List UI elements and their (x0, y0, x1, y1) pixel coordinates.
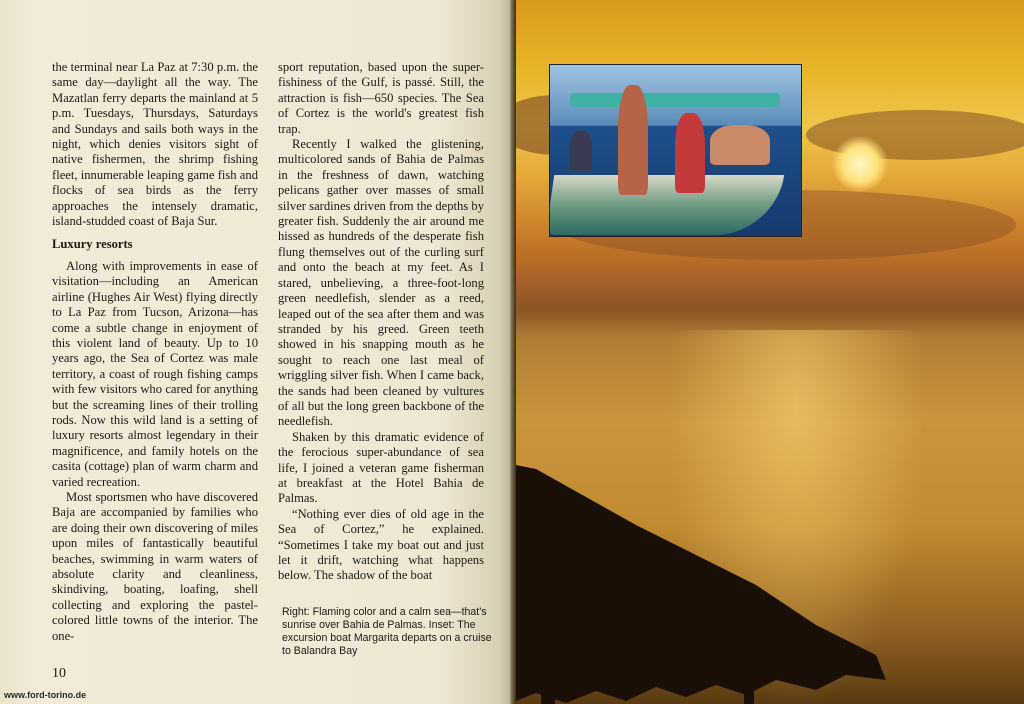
paragraph: “Nothing ever dies of old age in the Sea of Cortez,” he explained. “Sometimes I take my boat out and just let it drift, watching what happens below. The shadow of the boat (278, 506, 484, 583)
page-number: 10 (52, 666, 66, 681)
paragraph: Recently I walked the glistening, multicolored sands of Bahia de Palmas in the freshness of dawn, watching pelicans gather over masses of small silver sardines driven from the depths by greater fish. Suddenly the air around me hissed as hundreds of the desperate fish flung themselves out of the curling surf and onto the beach at my feet. As I stared, unbelieving, a three-foot-long green needlefish, slender as a reed, leaped out of the sea after them and was stranded by his greed. Green teeth showed in his snapping mouth as he sought to reach one last meal of wriggling silver fish. When I came back, the sands had been cleaned by vultures of all but the long green backbone of the needlefish. (278, 137, 484, 429)
watermark: www.ford-torino.de (4, 690, 87, 700)
paragraph: sport reputation, based upon the super-fishiness of the Gulf, is passé. Still, the attraction is fish—650 species. The Sea of Cortez is the world's greatest fish trap. (278, 60, 484, 136)
person (570, 131, 592, 171)
paragraph: Most sportsmen who have discovered Baja are accompanied by families who are doing their own discovering of miles upon miles of fantastically beautiful beaches, swimming in warm waters of absolute clarity and cleanliness, skindiving, boating, loafing, shell collecting and exploring the pastel-colored little towns of the interior. The one- (52, 489, 258, 643)
passengers (710, 125, 770, 165)
person (675, 113, 705, 193)
boat-canopy (570, 93, 780, 107)
paragraph: the terminal near La Paz at 7:30 p.m. the same day—daylight all the way. The Mazatlan ferry departs the mainland at 5 p.m. Tuesdays, Thursdays, Saturdays and Sundays and sails both ways in the night, which denies visitors sight of native fishermen, the shrimp fishing fleet, innumerable leaping game fish and flocks of sea birds as the ferry approaches the intensely dramatic, island-studded coast of Baja Sur. (52, 60, 258, 229)
excursion-boat-photo (549, 64, 802, 237)
person (618, 85, 648, 195)
sun (832, 136, 888, 192)
sunrise-over-sea-photo (516, 0, 1024, 704)
text-column-1 (52, 60, 258, 644)
palm-umbrella-silhouette (516, 465, 896, 704)
section-heading: Luxury resorts (52, 237, 133, 252)
text-column-2 (278, 60, 484, 584)
photo-caption: Right: Flaming color and a calm sea—that's sunrise over Bahia de Palmas. Inset: The excursion boat Margarita departs on a cruise to Balandra Bay (282, 606, 492, 657)
paragraph: Shaken by this dramatic evidence of the ferocious super-abundance of sea life, I joined a veteran game fisherman at breakfast at the Hotel Bahia de Palmas. (278, 429, 484, 506)
paragraph: Along with improvements in ease of visitation—including an American airline (Hughes Air West) flying directly to La Paz from Tucson, Arizona—has come a subtle change in enjoyment of this violent land of beauty. Up to 10 years ago, the Sea of Cortez was male territory, a coast of rough fishing camps with few visitors who cared for anything but the screaming lines of their trolling rods. Now this wild land is a setting of luxury resorts almost legendary in their magnificence, and family hotels on the casita (cottage) plan of warm charm and varied recreation. (52, 258, 258, 489)
boat-hull (549, 175, 784, 235)
